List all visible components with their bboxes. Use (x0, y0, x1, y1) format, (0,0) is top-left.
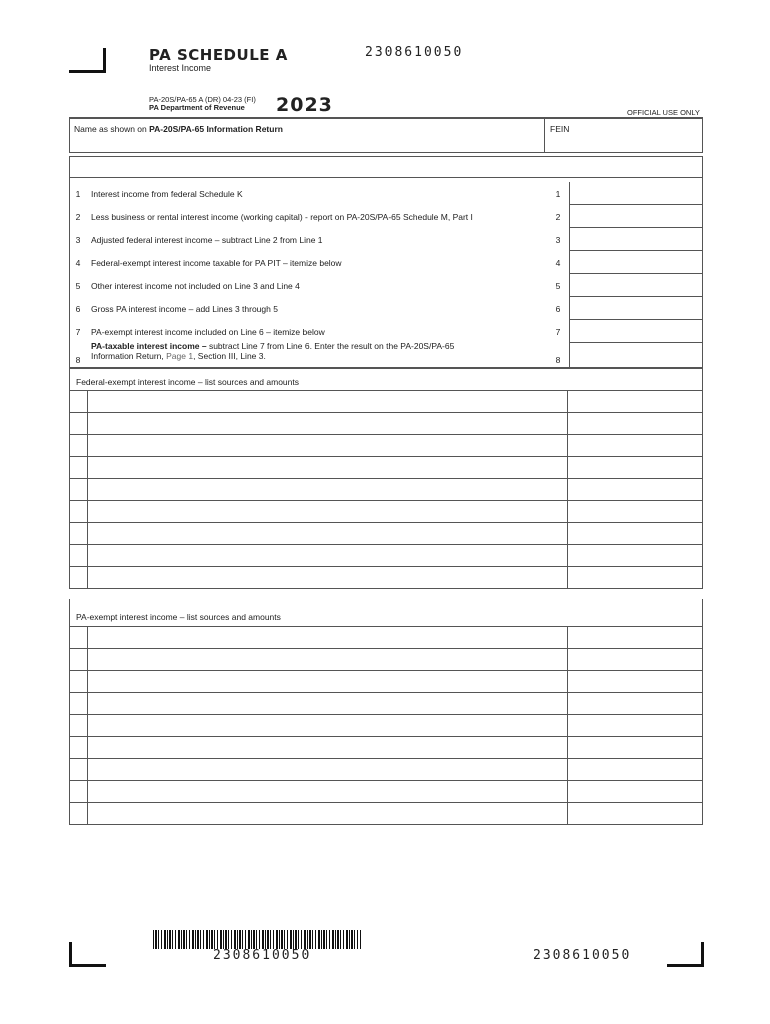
table-row (70, 715, 703, 737)
amount-cell[interactable] (568, 759, 703, 781)
line-number: 2 (75, 212, 81, 222)
source-cell[interactable] (88, 413, 568, 435)
line-ref: 2 (555, 212, 561, 222)
amount-cell[interactable] (568, 781, 703, 803)
official-use-label: OFFICIAL USE ONLY (627, 108, 700, 117)
source-cell[interactable] (88, 567, 568, 589)
fein-divider (544, 119, 545, 152)
amount-cell[interactable] (568, 803, 703, 825)
line-number: 4 (75, 258, 81, 268)
table-row (70, 457, 703, 479)
table-row (70, 523, 703, 545)
source-cell[interactable] (88, 649, 568, 671)
table-row (70, 479, 703, 501)
pa-exempt-table (69, 626, 703, 825)
amount-cell[interactable] (568, 391, 703, 413)
line-5 (69, 274, 703, 297)
source-cell[interactable] (88, 803, 568, 825)
line-description: Adjusted federal interest income – subtract Line 2 from Line 1 (91, 235, 323, 245)
fein-label: FEIN (550, 124, 570, 134)
table-row (70, 501, 703, 523)
source-cell[interactable] (88, 523, 568, 545)
line-ref: 6 (555, 304, 561, 314)
line-8-text-1: subtract Line 7 from Line 6. Enter the result on the PA-20S/PA-65 (206, 341, 455, 351)
table-row (70, 627, 703, 649)
form-id: PA-20S/PA-65 A (DR) 04-23 (FI) (149, 95, 256, 104)
source-cell[interactable] (88, 693, 568, 715)
line-ref: 3 (555, 235, 561, 245)
line-number: 1 (75, 189, 81, 199)
line-6 (69, 297, 703, 320)
line-8-amount[interactable] (569, 343, 703, 368)
line-number: 7 (75, 327, 81, 337)
name-input-area[interactable] (70, 130, 542, 152)
line-4-amount[interactable] (569, 251, 703, 274)
source-cell[interactable] (88, 501, 568, 523)
amount-cell[interactable] (568, 523, 703, 545)
corner-mark-top-left (69, 48, 106, 73)
line-number: 6 (75, 304, 81, 314)
name-label-bold: PA-20S/PA-65 Information Return (149, 124, 283, 134)
line-description: PA-exempt interest income included on Line 6 – itemize below (91, 327, 325, 337)
barcode-number: 2308610050 (213, 948, 312, 963)
source-cell[interactable] (88, 671, 568, 693)
fein-input-area[interactable] (546, 130, 702, 152)
line-number: 5 (75, 281, 81, 291)
amount-cell[interactable] (568, 671, 703, 693)
source-cell[interactable] (88, 435, 568, 457)
source-cell[interactable] (88, 781, 568, 803)
line-ref: 1 (555, 189, 561, 199)
source-cell[interactable] (88, 479, 568, 501)
table-row (70, 671, 703, 693)
form-code-top: 2308610050 (365, 45, 464, 60)
barcode (153, 930, 361, 949)
source-cell[interactable] (88, 545, 568, 567)
table-row (70, 737, 703, 759)
line-1 (69, 182, 703, 205)
amount-cell[interactable] (568, 649, 703, 671)
amount-cell[interactable] (568, 545, 703, 567)
line-8-text-2a: Information Return, (91, 351, 167, 361)
amount-cell[interactable] (568, 479, 703, 501)
table-row (70, 391, 703, 413)
line-description: Less business or rental interest income (working capital) - report on PA-20S/PA-65 Schedule M, Part I (91, 212, 473, 222)
line-ref: 4 (555, 258, 561, 268)
line-6-amount[interactable] (569, 297, 703, 320)
federal-exempt-table (69, 390, 703, 589)
line-description: Other interest income not included on Line 3 and Line 4 (91, 281, 300, 291)
pa-exempt-heading: PA-exempt interest income – list sources and amounts (76, 612, 281, 622)
line-ref: 7 (555, 327, 561, 337)
line-8 (69, 343, 703, 368)
line-number: 8 (75, 355, 81, 365)
line-2-amount[interactable] (569, 205, 703, 228)
table-row (70, 567, 703, 589)
source-cell[interactable] (88, 715, 568, 737)
tax-year: 2023 (276, 94, 333, 116)
amount-cell[interactable] (568, 435, 703, 457)
federal-exempt-heading: Federal-exempt interest income – list sources and amounts (76, 377, 299, 387)
line-8-page-ref: Page 1 (166, 351, 194, 361)
line-4 (69, 251, 703, 274)
corner-mark-bottom-right (667, 942, 704, 967)
line-description: Gross PA interest income – add Lines 3 through 5 (91, 304, 278, 314)
form-title: PA SCHEDULE A (149, 46, 288, 64)
form-code-bottom: 2308610050 (533, 948, 632, 963)
line-description: Federal-exempt interest income taxable for PA PIT – itemize below (91, 258, 342, 268)
amount-cell[interactable] (568, 627, 703, 649)
line-7-amount[interactable] (569, 320, 703, 343)
amount-cell[interactable] (568, 413, 703, 435)
table-row (70, 435, 703, 457)
line-8-bold: PA-taxable interest income – (91, 341, 207, 351)
line-2 (69, 205, 703, 228)
line-1-amount[interactable] (569, 182, 703, 205)
source-cell[interactable] (88, 391, 568, 413)
table-row (70, 413, 703, 435)
table-row (70, 545, 703, 567)
line-8-description (91, 341, 541, 361)
lines-top-rule (70, 177, 702, 178)
corner-mark-bottom-left (69, 942, 106, 967)
table-row (70, 803, 703, 825)
line-3-amount[interactable] (569, 228, 703, 251)
amount-cell[interactable] (568, 501, 703, 523)
table-row (70, 649, 703, 671)
department-name: PA Department of Revenue (149, 103, 245, 112)
line-5-amount[interactable] (569, 274, 703, 297)
line-7 (69, 320, 703, 343)
amount-cell[interactable] (568, 693, 703, 715)
line-ref: 8 (555, 355, 561, 365)
form-subtitle: Interest Income (149, 63, 212, 73)
source-cell[interactable] (88, 457, 568, 479)
amount-cell[interactable] (568, 567, 703, 589)
line-ref: 5 (555, 281, 561, 291)
line-description: Interest income from federal Schedule K (91, 189, 243, 199)
table-row (70, 693, 703, 715)
line-number: 3 (75, 235, 81, 245)
source-cell[interactable] (88, 627, 568, 649)
name-label-prefix: Name as shown on (74, 124, 150, 134)
source-cell[interactable] (88, 737, 568, 759)
table-row (70, 781, 703, 803)
amount-cell[interactable] (568, 715, 703, 737)
source-cell[interactable] (88, 759, 568, 781)
amount-cell[interactable] (568, 737, 703, 759)
amount-cell[interactable] (568, 457, 703, 479)
table-row (70, 759, 703, 781)
line-8-text-2c: , Section III, Line 3. (193, 351, 266, 361)
line-3 (69, 228, 703, 251)
